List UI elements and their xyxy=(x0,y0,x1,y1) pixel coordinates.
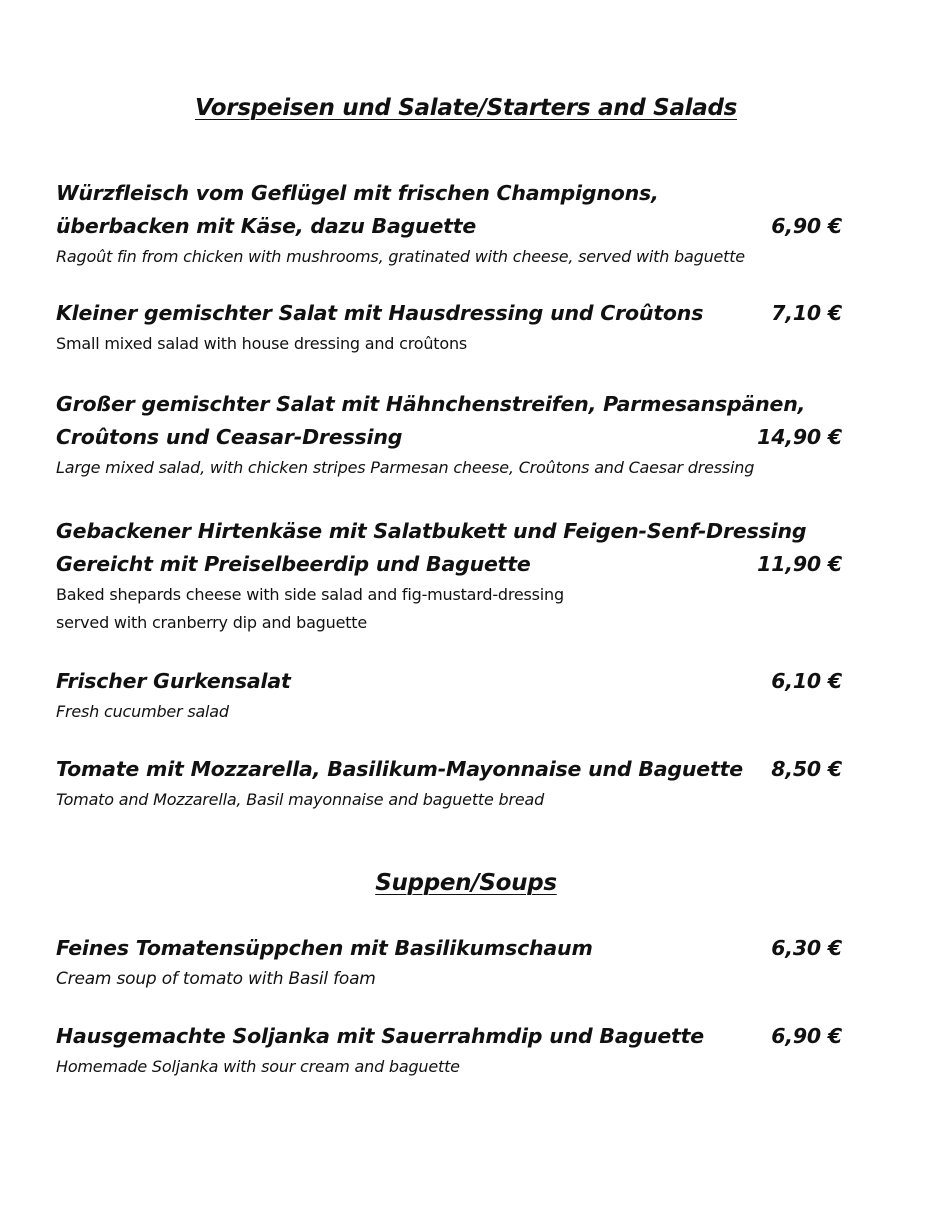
item-name-text: überbacken mit Käse, dazu Baguette xyxy=(56,214,477,238)
item-name-line xyxy=(56,297,842,330)
menu-item xyxy=(56,297,842,358)
item-name-line xyxy=(56,548,842,581)
item-description: Tomato and Mozzarella, Basil mayonnaise and baguette bread xyxy=(56,790,545,809)
item-price: 7,10 € xyxy=(771,301,842,325)
item-description: Homemade Soljanka with sour cream and baguette xyxy=(56,1057,460,1076)
item-price: 14,90 € xyxy=(757,425,842,449)
item-name-line xyxy=(56,932,842,965)
item-name-line xyxy=(56,210,842,243)
menu-item xyxy=(56,515,842,637)
item-name-line xyxy=(56,753,842,786)
item-name-line xyxy=(56,665,842,698)
section-title-soups: Suppen/Soups xyxy=(375,870,557,896)
item-price: 6,90 € xyxy=(771,214,842,238)
item-name-line: Gebackener Hirtenkäse mit Salatbukett und Feigen-Senf-Dressing xyxy=(56,519,807,543)
menu-item xyxy=(56,665,842,726)
item-name-line: Würzfleisch vom Geflügel mit frischen Champignons, xyxy=(56,181,659,205)
menu-item xyxy=(56,753,842,814)
menu-item xyxy=(56,177,842,271)
item-price: 11,90 € xyxy=(757,552,842,576)
section-title-starters: Vorspeisen und Salate/Starters and Salads xyxy=(194,95,738,121)
item-name-text: Frischer Gurkensalat xyxy=(56,669,291,693)
item-name-text: Kleiner gemischter Salat mit Hausdressing und Croûtons xyxy=(56,301,704,325)
item-description: Ragoût fin from chicken with mushrooms, gratinated with cheese, served with baguette xyxy=(56,247,745,266)
item-description: Cream soup of tomato with Basil foam xyxy=(56,969,376,989)
item-description: Fresh cucumber salad xyxy=(56,702,229,721)
item-name-text: Hausgemachte Soljanka mit Sauerrahmdip und Baguette xyxy=(56,1024,704,1048)
item-description: Small mixed salad with house dressing and croûtons xyxy=(56,334,468,353)
item-name-text: Croûtons und Ceasar-Dressing xyxy=(56,425,403,449)
item-description: Large mixed salad, with chicken stripes Parmesan cheese, Croûtons and Caesar dressing xyxy=(56,458,755,477)
item-name-text: Tomate mit Mozzarella, Basilikum-Mayonnaise und Baguette xyxy=(56,757,743,781)
item-name-line xyxy=(56,421,842,454)
menu-item xyxy=(56,388,842,482)
item-description: served with cranberry dip and baguette xyxy=(56,613,368,632)
item-price: 6,90 € xyxy=(771,1024,842,1048)
item-name-line: Großer gemischter Salat mit Hähnchenstreifen, Parmesanspänen, xyxy=(56,392,806,416)
item-price: 8,50 € xyxy=(771,757,842,781)
item-name-line xyxy=(56,1020,842,1053)
item-description: Baked shepards cheese with side salad and fig-mustard-dressing xyxy=(56,585,564,604)
item-price: 6,30 € xyxy=(771,936,842,960)
menu-item xyxy=(56,1020,842,1081)
item-price: 6,10 € xyxy=(771,669,842,693)
item-name-text: Feines Tomatensüppchen mit Basilikumschaum xyxy=(56,936,593,960)
item-name-text: Gereicht mit Preiselbeerdip und Baguette xyxy=(56,552,531,576)
menu-item xyxy=(56,932,842,993)
